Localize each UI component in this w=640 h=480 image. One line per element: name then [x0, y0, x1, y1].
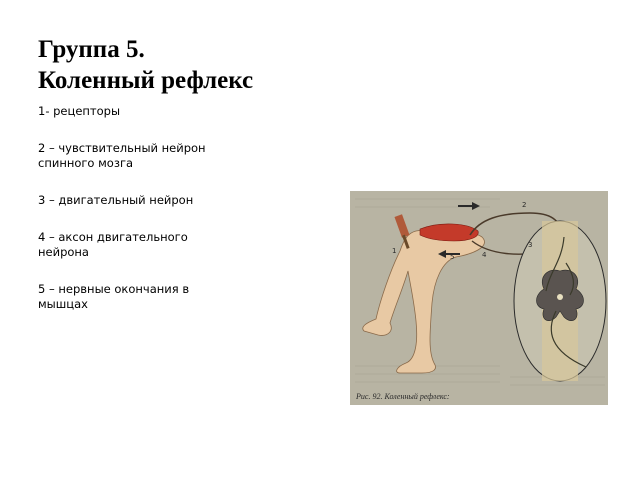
figure-label-1: 1	[392, 247, 397, 255]
figure-label-4: 4	[482, 251, 487, 259]
legend-item-3: 3 – двигательный нейрон	[38, 193, 194, 207]
page-title	[38, 34, 253, 96]
knee-reflex-illustration	[350, 191, 608, 405]
title-line-1: Группа 5.	[38, 36, 145, 63]
legend-item-1: 1- рецепторы	[38, 104, 121, 118]
legend-item-5: 5 – нервные окончания в мышцах	[38, 282, 190, 311]
muscle-shape	[420, 224, 478, 241]
knee-reflex-figure	[350, 191, 608, 405]
leg-shape	[363, 229, 485, 373]
figure-label-2: 2	[522, 201, 527, 209]
figure-label-3: 3	[528, 241, 533, 249]
legend-item-4: 4 – аксон двигательного нейрона	[38, 230, 188, 259]
legend-item-2: 2 – чувствительный нейрон спинного мозга	[38, 141, 206, 170]
reflex-hammer	[394, 214, 409, 249]
figure-label-5: 5	[450, 253, 455, 261]
figure-caption: Рис. 92. Коленный рефлекс:	[356, 392, 450, 401]
title-line-2: Коленный рефлекс	[38, 67, 254, 94]
